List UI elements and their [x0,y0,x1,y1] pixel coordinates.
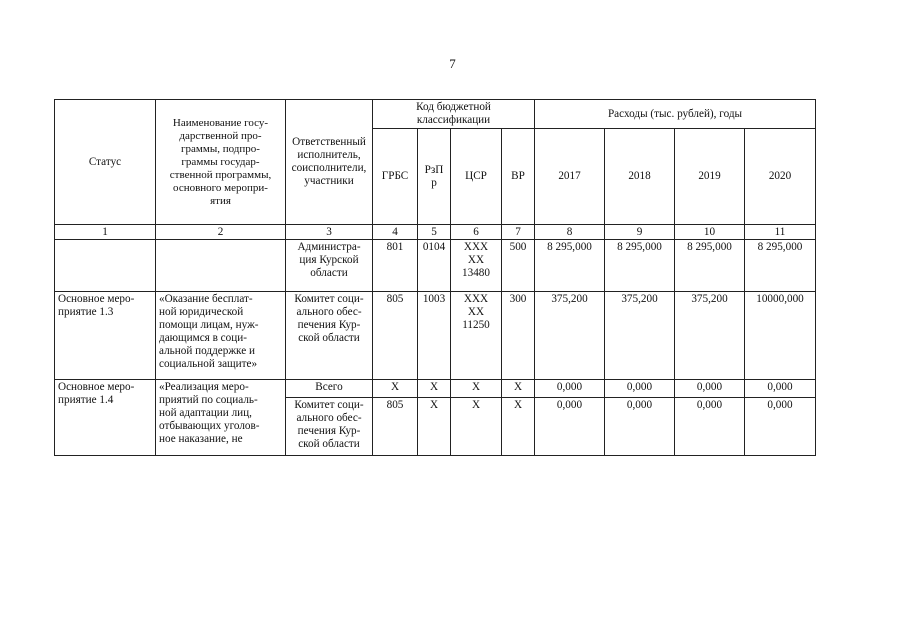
grbs-cell: Х [373,380,418,398]
value-2020-cell: 8 295,000 [745,240,816,292]
csr-cell: Х [451,398,502,456]
column-number-row [55,225,816,240]
rzpr-cell: 1003 [418,292,451,380]
value-2017-cell: 0,000 [535,380,605,398]
value-2018-cell: 8 295,000 [605,240,675,292]
csr-cell: ХХХ ХХ 13480 [451,240,502,292]
column-number: 5 [418,225,451,240]
header-grbs: ГРБС [373,129,418,225]
header-row-1 [55,100,816,129]
header-year-2019: 2019 [675,129,745,225]
value-2019-cell: 0,000 [675,380,745,398]
rzpr-cell: Х [418,398,451,456]
responsible-cell: Администра- ция Курской области [286,240,373,292]
csr-cell: ХХХ ХХ 11250 [451,292,502,380]
vr-cell: 500 [502,240,535,292]
name-cell: «Реализация меро- приятий по социаль- ной адаптации лиц, отбывающих уголов- ное наказание, не [156,380,286,456]
table-row [55,240,816,292]
vr-cell: Х [502,398,535,456]
column-number: 3 [286,225,373,240]
responsible-cell: Комитет соци- ального обес- печения Кур- ской области [286,292,373,380]
responsible-cell: Всего [286,380,373,398]
header-budget-code: Код бюджетной классификации [373,100,535,129]
name-cell [156,240,286,292]
table-row [55,292,816,380]
budget-table [54,99,816,456]
column-number: 2 [156,225,286,240]
vr-cell: Х [502,380,535,398]
name-cell: «Оказание бесплат- ной юридической помощи лицам, нуж- дающимся в соци- альной поддержке и социальной защите» [156,292,286,380]
page-number: 7 [449,56,456,71]
grbs-cell: 805 [373,292,418,380]
value-2020-cell: 0,000 [745,398,816,456]
header-year-2020: 2020 [745,129,816,225]
column-number: 4 [373,225,418,240]
csr-cell: Х [451,380,502,398]
grbs-cell: 805 [373,398,418,456]
table-row [55,380,816,398]
column-number: 6 [451,225,502,240]
responsible-cell: Комитет соци- ального обес- печения Кур- ской области [286,398,373,456]
value-2018-cell: 375,200 [605,292,675,380]
value-2019-cell: 0,000 [675,398,745,456]
header-expenses: Расходы (тыс. рублей), годы [535,100,816,129]
value-2017-cell: 375,200 [535,292,605,380]
rzpr-cell: 0104 [418,240,451,292]
value-2017-cell: 8 295,000 [535,240,605,292]
value-2018-cell: 0,000 [605,380,675,398]
value-2017-cell: 0,000 [535,398,605,456]
header-responsible: Ответственный исполнитель, соисполнители, участники [286,100,373,225]
header-year-2017: 2017 [535,129,605,225]
status-cell [55,240,156,292]
column-number: 9 [605,225,675,240]
status-cell: Основное меро- приятие 1.3 [55,292,156,380]
status-cell: Основное меро- приятие 1.4 [55,380,156,456]
column-number: 7 [502,225,535,240]
column-number: 10 [675,225,745,240]
value-2020-cell: 0,000 [745,380,816,398]
column-number: 8 [535,225,605,240]
value-2019-cell: 375,200 [675,292,745,380]
header-csr: ЦСР [451,129,502,225]
header-rzpr: РзП р [418,129,451,225]
rzpr-cell: Х [418,380,451,398]
vr-cell: 300 [502,292,535,380]
header-name: Наименование госу- дарственной про- граммы, подпро- граммы государ- ственной программы, основного меропри- ятия [156,100,286,225]
header-vr: ВР [502,129,535,225]
header-year-2018: 2018 [605,129,675,225]
header-status: Статус [55,100,156,225]
value-2018-cell: 0,000 [605,398,675,456]
value-2020-cell: 10000,000 [745,292,816,380]
value-2019-cell: 8 295,000 [675,240,745,292]
column-number: 1 [55,225,156,240]
column-number: 11 [745,225,816,240]
grbs-cell: 801 [373,240,418,292]
